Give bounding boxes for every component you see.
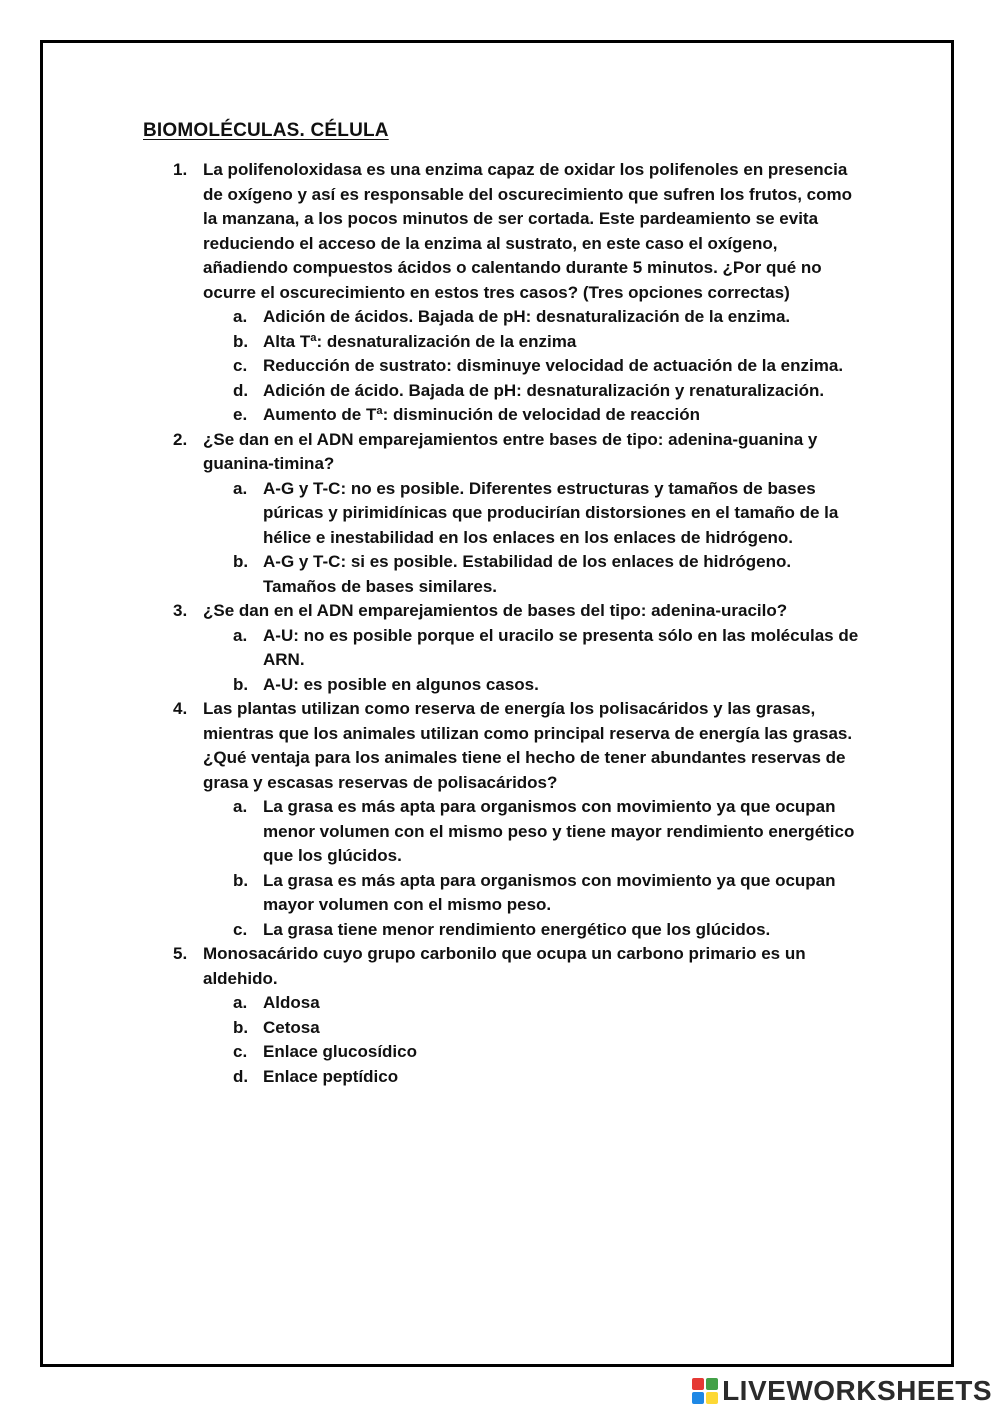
worksheet-content [143, 120, 863, 1089]
option-letter: b. [233, 1017, 249, 1037]
option-letter: d. [233, 380, 249, 400]
option-text: A-G y T-C: no es posible. Diferentes estructuras y tamaños de bases púricas y pirimidínicas que producirían distorsiones en el tamaño de la hélice e inestabilidad en los enlaces en los enlaces de hidrógeno. [263, 478, 839, 547]
question-number: 3. [173, 601, 188, 620]
option-item[interactable] [203, 550, 863, 599]
question-3 [143, 599, 863, 697]
option-letter: b. [233, 870, 249, 890]
question-number: 5. [173, 944, 188, 963]
option-item[interactable] [203, 1065, 863, 1090]
option-list [203, 477, 863, 600]
option-item[interactable] [203, 379, 863, 404]
option-item[interactable] [203, 918, 863, 943]
question-text: ¿Se dan en el ADN emparejamientos de bases del tipo: adenina-uracilo? [203, 601, 788, 620]
option-item[interactable] [203, 991, 863, 1016]
option-letter: a. [233, 307, 248, 326]
page-title: BIOMOLÉCULAS. CÉLULA [143, 120, 389, 141]
option-item[interactable] [203, 354, 863, 379]
option-text: Enlace glucosídico [263, 1042, 417, 1061]
option-letter: b. [233, 331, 249, 351]
option-item[interactable] [203, 869, 863, 918]
option-item[interactable] [203, 403, 863, 428]
option-item[interactable] [203, 330, 863, 355]
question-4 [143, 697, 863, 942]
question-5 [143, 942, 863, 1089]
question-text: Monosacárido cuyo grupo carbonilo que ocupa un carbono primario es un aldehido. [203, 944, 806, 988]
option-item[interactable] [203, 624, 863, 673]
option-text: Aumento de Tª: disminución de velocidad de reacción [263, 405, 701, 424]
option-letter: c. [233, 1042, 248, 1061]
option-text: Alta Tª: desnaturalización de la enzima [263, 331, 577, 351]
option-text: Cetosa [263, 1017, 320, 1037]
question-1 [143, 158, 863, 428]
option-letter: d. [233, 1066, 249, 1086]
option-item[interactable] [203, 477, 863, 551]
option-letter: a. [233, 478, 248, 498]
question-2 [143, 428, 863, 600]
liveworksheets-watermark [692, 1375, 992, 1407]
option-letter: c. [233, 356, 248, 375]
option-text: A-U: no es posible porque el uracilo se presenta sólo en las moléculas de ARN. [263, 625, 859, 669]
option-list [203, 991, 863, 1089]
option-text: Reducción de sustrato: disminuye velocidad de actuación de la enzima. [263, 356, 844, 375]
question-number: 1. [173, 160, 188, 179]
logo-square [706, 1392, 718, 1404]
option-list [203, 624, 863, 698]
option-text: A-G y T-C: si es posible. Estabilidad de los enlaces de hidrógeno. Tamaños de bases similares. [263, 552, 792, 596]
question-text: La polifenoloxidasa es una enzima capaz de oxidar los polifenoles en presencia de oxígeno y así es responsable del oscurecimiento que sufren los frutos, como la manzana, a los pocos minutos de ser cortada. Este pardeamiento se evita reduciendo el acceso de la enzima al sustrato, en este caso el oxígeno, añadiendo compuestos ácidos o calentando durante 5 minutos. ¿Por qué no ocurre el oscurecimiento en estos tres casos? (Tres opciones correctas) [203, 160, 853, 302]
question-list [143, 158, 863, 1089]
option-letter: a. [233, 625, 248, 645]
option-text: La grasa tiene menor rendimiento energético que los glúcidos. [263, 919, 771, 939]
question-number: 4. [173, 699, 188, 718]
option-item[interactable] [203, 795, 863, 869]
option-letter: e. [233, 405, 248, 424]
liveworksheets-logo-icon [692, 1378, 718, 1404]
option-list [203, 305, 863, 428]
option-text: Adición de ácido. Bajada de pH: desnaturalización y renaturalización. [263, 380, 825, 400]
option-letter: c. [233, 919, 248, 939]
option-text: Adición de ácidos. Bajada de pH: desnaturalización de la enzima. [263, 307, 791, 326]
option-text: La grasa es más apta para organismos con movimiento ya que ocupan menor volumen con el mismo peso y tiene mayor rendimiento energético que los glúcidos. [263, 797, 855, 865]
watermark-text: LIVEWORKSHEETS [722, 1375, 992, 1406]
question-text: Las plantas utilizan como reserva de energía los polisacáridos y las grasas, mientras que los animales utilizan como principal reserva de energía las grasas. ¿Qué ventaja para los animales tiene el hecho de tener abundantes reservas de grasa y escasas reservas de polisacáridos? [203, 699, 853, 792]
option-text: Enlace peptídico [263, 1066, 399, 1086]
option-text: A-U: es posible en algunos casos. [263, 674, 539, 694]
option-text: Aldosa [263, 993, 320, 1012]
option-item[interactable] [203, 305, 863, 330]
option-letter: b. [233, 552, 249, 571]
option-text: La grasa es más apta para organismos con movimiento ya que ocupan mayor volumen con el mismo peso. [263, 870, 836, 914]
option-item[interactable] [203, 1040, 863, 1065]
option-letter: b. [233, 674, 249, 694]
logo-square [692, 1378, 704, 1390]
option-list [203, 795, 863, 942]
option-letter: a. [233, 993, 248, 1012]
option-letter: a. [233, 797, 248, 816]
question-number: 2. [173, 429, 188, 449]
logo-square [692, 1392, 704, 1404]
question-text: ¿Se dan en el ADN emparejamientos entre bases de tipo: adenina-guanina y guanina-timina? [203, 429, 818, 473]
option-item[interactable] [203, 673, 863, 698]
option-item[interactable] [203, 1016, 863, 1041]
logo-square [706, 1378, 718, 1390]
